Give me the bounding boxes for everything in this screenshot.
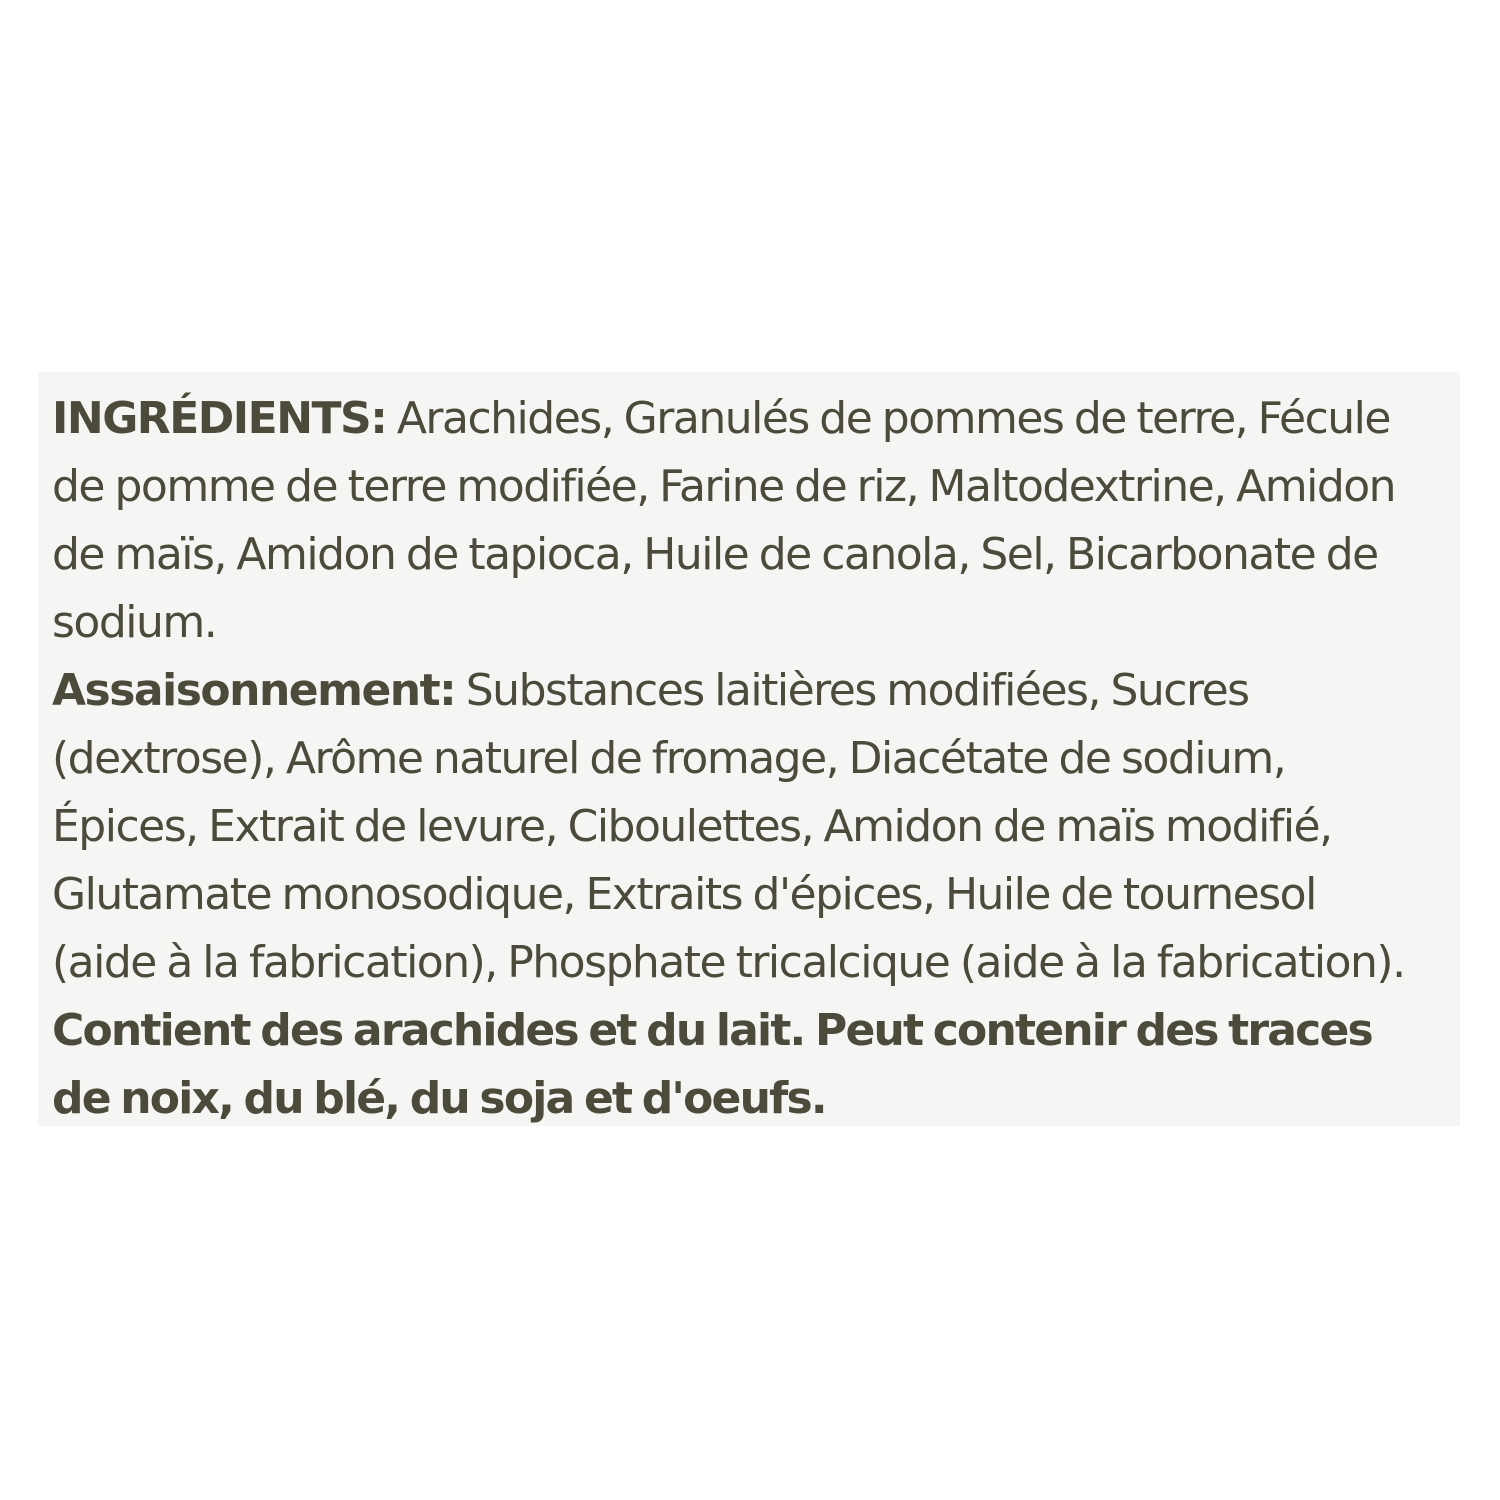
seasoning-line-4: Glutamate monosodique, Extraits d'épices, Huile de tournesol <box>52 869 1316 920</box>
ingredients-line-1 <box>52 385 1438 453</box>
ingredients-heading: INGRÉDIENTS: <box>52 393 387 444</box>
ingredients-line-2: de pomme de terre modifiée, Farine de riz, Maltodextrine, Amidon <box>52 461 1396 512</box>
ingredients-line-4: sodium. <box>52 597 217 648</box>
ingredients-label-panel <box>38 372 1460 1126</box>
seasoning-line-2: (dextrose), Arôme naturel de fromage, Diacétate de sodium, <box>52 733 1286 784</box>
seasoning-text: Substances laitières modifiées, Sucres <box>455 665 1249 716</box>
seasoning-line-1 <box>52 657 1438 725</box>
seasoning-heading: Assaisonnement: <box>52 665 456 716</box>
seasoning-line-3: Épices, Extrait de levure, Ciboulettes, Amidon de maïs modifié, <box>52 801 1332 852</box>
allergen-statement-line-2: de noix, du blé, du soja et d'oeufs. <box>52 1073 826 1124</box>
seasoning-line-5: (aide à la fabrication), Phosphate tricalcique (aide à la fabrication). <box>52 937 1405 988</box>
allergen-statement-line-1: Contient des arachides et du lait. Peut contenir des traces <box>52 1005 1372 1056</box>
ingredients-text: Arachides, Granulés de pommes de terre, Fécule <box>386 393 1390 444</box>
ingredients-line-3: de maïs, Amidon de tapioca, Huile de canola, Sel, Bicarbonate de <box>52 529 1378 580</box>
